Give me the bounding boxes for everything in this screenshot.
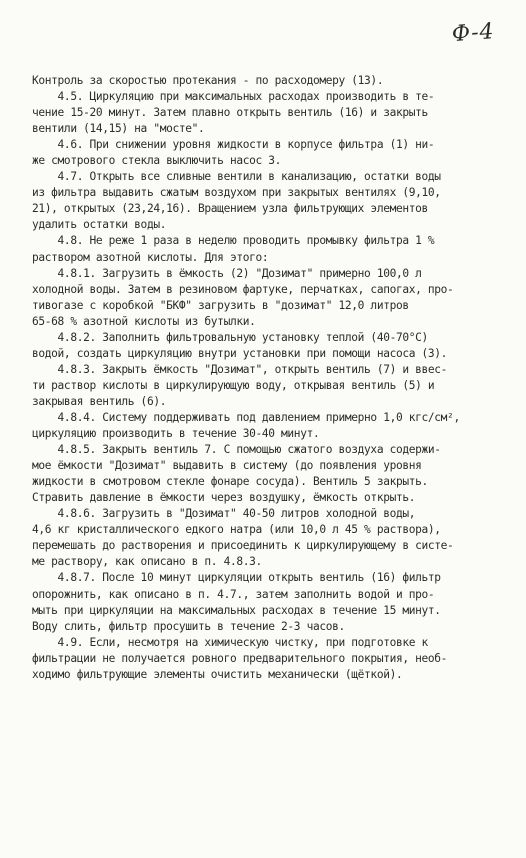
text-line: 4.9. Если, несмотря на химическую чистку, при подготовке к <box>32 635 428 649</box>
text-line: 4.8.2. Заполнить фильтровальную установку теплой (40-70°C) <box>32 330 428 344</box>
text-line: 4.8.6. Загрузить в "Дозимат" 40-50 литров холодной воды, <box>32 507 416 521</box>
text-line: 4,6 кг кристаллического едкого натра (или 10,0 л 45 % раствора), <box>32 523 441 537</box>
text-line: мыть при циркуляции на максимальных расходах в течение 15 минут. <box>32 603 441 617</box>
text-line: ти раствор кислоты в циркулирующую воду, открывая вентиль (5) и <box>32 378 435 392</box>
text-line: циркуляцию производить в течение 30-40 минут. <box>32 427 320 441</box>
page-number: Ф-4 <box>451 19 496 48</box>
text-line: 4.5. Циркуляцию при максимальных расходах производить в те- <box>32 90 435 104</box>
text-line: 4.6. При снижении уровня жидкости в корпусе фильтра (1) ни- <box>32 138 435 152</box>
text-line: перемешать до растворения и присоединить к циркулирующему в систе- <box>32 539 454 553</box>
text-line: же смотрового стекла выключить насос 3. <box>32 154 282 168</box>
text-line: опорожнить, как описано в п. 4.7., затем заполнить водой и про- <box>32 587 435 601</box>
text-line: Воду слить, фильтр просушить в течение 2-3 часов. <box>32 619 345 633</box>
text-line: 4.8.3. Закрыть ёмкость "Дозимат", открыть вентиль (7) и ввес- <box>32 362 448 376</box>
text-line: Стравить давление в ёмкости через воздушку, ёмкость открыть. <box>32 491 416 505</box>
text-line: 4.7. Открыть все сливные вентили в канализацию, остатки воды <box>32 170 441 184</box>
text-line: тивогазе с коробкой "БКФ" загрузить в "дозимат" 12,0 литров <box>32 298 409 312</box>
document-body <box>32 73 502 683</box>
text-line: Контроль за скоростью протекания - по расходомеру (13). <box>32 74 384 87</box>
text-line: 4.8.7. После 10 минут циркуляции открыть вентиль (16) фильтр <box>32 571 441 585</box>
text-line: ме раствору, как описано в п. 4.8.3. <box>32 555 262 569</box>
text-line: ходимо фильтрующие элементы очистить механически (щёткой). <box>32 667 403 681</box>
text-line: холодной воды. Затем в резиновом фартуке, перчатках, сапогах, про- <box>32 282 454 296</box>
text-line: из фильтра выдавить сжатым воздухом при закрытых вентилях (9,10, <box>32 186 441 200</box>
text-line: 4.8.4. Систему поддерживать под давлением примерно 1,0 кгс/см², <box>32 410 460 424</box>
text-line: чение 15-20 минут. Затем плавно открыть вентиль (16) и закрыть <box>32 106 428 120</box>
text-line: 21), открытых (23,24,16). Вращением узла фильтрующих элементов <box>32 202 428 216</box>
text-line: закрывая вентиль (6). <box>32 394 167 408</box>
text-line: мое ёмкости "Дозимат" выдавить в систему (до появления уровня <box>32 459 422 473</box>
text-line: 4.8. Не реже 1 раза в неделю проводить промывку фильтра 1 % <box>32 234 435 248</box>
text-line: 4.8.1. Загрузить в ёмкость (2) "Дозимат" примерно 100,0 л <box>32 266 422 280</box>
text-line: вентили (14,15) на "мосте". <box>32 122 205 136</box>
text-line: жидкости в смотровом стекле фонаре сосуда). Вентиль 5 закрыть. <box>32 475 428 489</box>
text-line: фильтрации не получается ровного предварительного покрытия, необ- <box>32 651 448 665</box>
text-line: 65-68 % азотной кислоты из бутылки. <box>32 314 256 328</box>
text-line: 4.8.5. Закрыть вентиль 7. С помощью сжатого воздуха содержи- <box>32 443 441 457</box>
text-line: раствором азотной кислоты. Для этого: <box>32 250 269 264</box>
text-line: удалить остатки воды. <box>32 218 167 232</box>
text-line: водой, создать циркуляцию внутри установки при помощи насоса (3). <box>32 346 448 360</box>
